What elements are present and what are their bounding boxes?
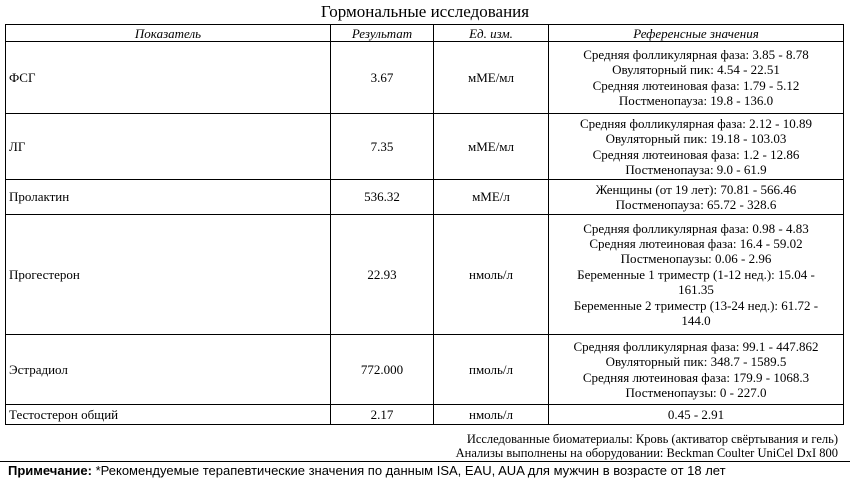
header-unit: Ед. изм.	[434, 25, 549, 42]
unit-value: мМЕ/л	[434, 180, 549, 215]
unit-value: нмоль/л	[434, 215, 549, 335]
indicator-name: Тестостерон общий	[6, 405, 331, 425]
reference-values	[549, 215, 844, 335]
header-result: Результат	[331, 25, 434, 42]
reference-values	[549, 335, 844, 405]
reference-line: Постменопауза: 19.8 - 136.0	[618, 92, 774, 108]
reference-line: 144.0	[681, 313, 711, 329]
table-row	[6, 42, 844, 114]
result-value: 772.000	[331, 335, 434, 405]
reference-line: Средняя фолликулярная фаза: 2.12 - 10.89	[579, 115, 812, 131]
reference-line: Беременные 1 триместр (1-12 нед.): 15.04 -	[577, 266, 815, 282]
table-header-row	[6, 25, 844, 42]
indicator-name: Прогестерон	[6, 215, 331, 335]
header-reference: Референсные значения	[549, 25, 844, 42]
reference-line: Средняя лютеиновая фаза: 1.2 - 12.86	[592, 146, 800, 162]
result-value: 22.93	[331, 215, 434, 335]
table-row	[6, 405, 844, 425]
reference-values	[549, 180, 844, 215]
reference-line: 161.35	[678, 282, 714, 298]
indicator-name: ЛГ	[6, 114, 331, 180]
note-label: Примечание:	[8, 463, 92, 478]
table-row	[6, 180, 844, 215]
reference-line: Средняя фолликулярная фаза: 0.98 - 4.83	[583, 220, 809, 236]
reference-line: Овуляторный пик: 4.54 - 22.51	[612, 62, 780, 78]
unit-value: пмоль/л	[434, 335, 549, 405]
reference-line: Средняя лютеиновая фаза: 179.9 - 1068.3	[582, 369, 810, 385]
biomaterial-info: Исследованные биоматериалы: Кровь (активатор свёртывания и гель)	[466, 432, 838, 446]
indicator-name: Эстрадиол	[6, 335, 331, 405]
result-value: 536.32	[331, 180, 434, 215]
reference-line: Овуляторный пик: 348.7 - 1589.5	[605, 354, 787, 370]
page-title: Гормональные исследования	[320, 2, 530, 21]
reference-line: Постменопаузы: 0.06 - 2.96	[620, 251, 772, 267]
header-indicator: Показатель	[6, 25, 331, 42]
reference-line: Постменопауза: 9.0 - 61.9	[625, 161, 767, 177]
table-row	[6, 114, 844, 180]
equipment-info: Анализы выполнены на оборудовании: Beckman Coulter UniCel DxI 800	[455, 446, 838, 460]
reference-line: 0.45 - 2.91	[667, 406, 725, 422]
reference-line: Овуляторный пик: 19.18 - 103.03	[605, 131, 787, 147]
note-text: *Рекомендуемые терапевтические значения по данным ISA, EAU, AUA для мужчин в возрасте от 18 лет	[95, 463, 726, 478]
result-value: 2.17	[331, 405, 434, 425]
reference-values	[549, 405, 844, 425]
table-row	[6, 215, 844, 335]
indicator-name: Пролактин	[6, 180, 331, 215]
reference-line: Беременные 2 триместр (13-24 нед.): 61.72 -	[573, 297, 819, 313]
indicator-name: ФСГ	[6, 42, 331, 114]
reference-line: Постменопауза: 65.72 - 328.6	[615, 197, 777, 212]
reference-line: Женщины (от 19 лет): 70.81 - 566.46	[595, 181, 797, 197]
reference-values	[549, 42, 844, 114]
hormone-results-table	[5, 24, 844, 425]
unit-value: нмоль/л	[434, 405, 549, 425]
note	[8, 463, 726, 479]
reference-values	[549, 114, 844, 180]
note-divider	[0, 461, 850, 462]
reference-line: Средняя лютеиновая фаза: 16.4 - 59.02	[589, 235, 803, 251]
reference-line: Средняя лютеиновая фаза: 1.79 - 5.12	[592, 77, 800, 93]
reference-line: Постменопаузы: 0 - 227.0	[625, 384, 767, 400]
unit-value: мМЕ/мл	[434, 42, 549, 114]
table-row	[6, 335, 844, 405]
result-value: 3.67	[331, 42, 434, 114]
result-value: 7.35	[331, 114, 434, 180]
unit-value: мМЕ/мл	[434, 114, 549, 180]
reference-line: Средняя фолликулярная фаза: 3.85 - 8.78	[583, 46, 809, 62]
reference-line: Средняя фолликулярная фаза: 99.1 - 447.862	[573, 338, 819, 354]
